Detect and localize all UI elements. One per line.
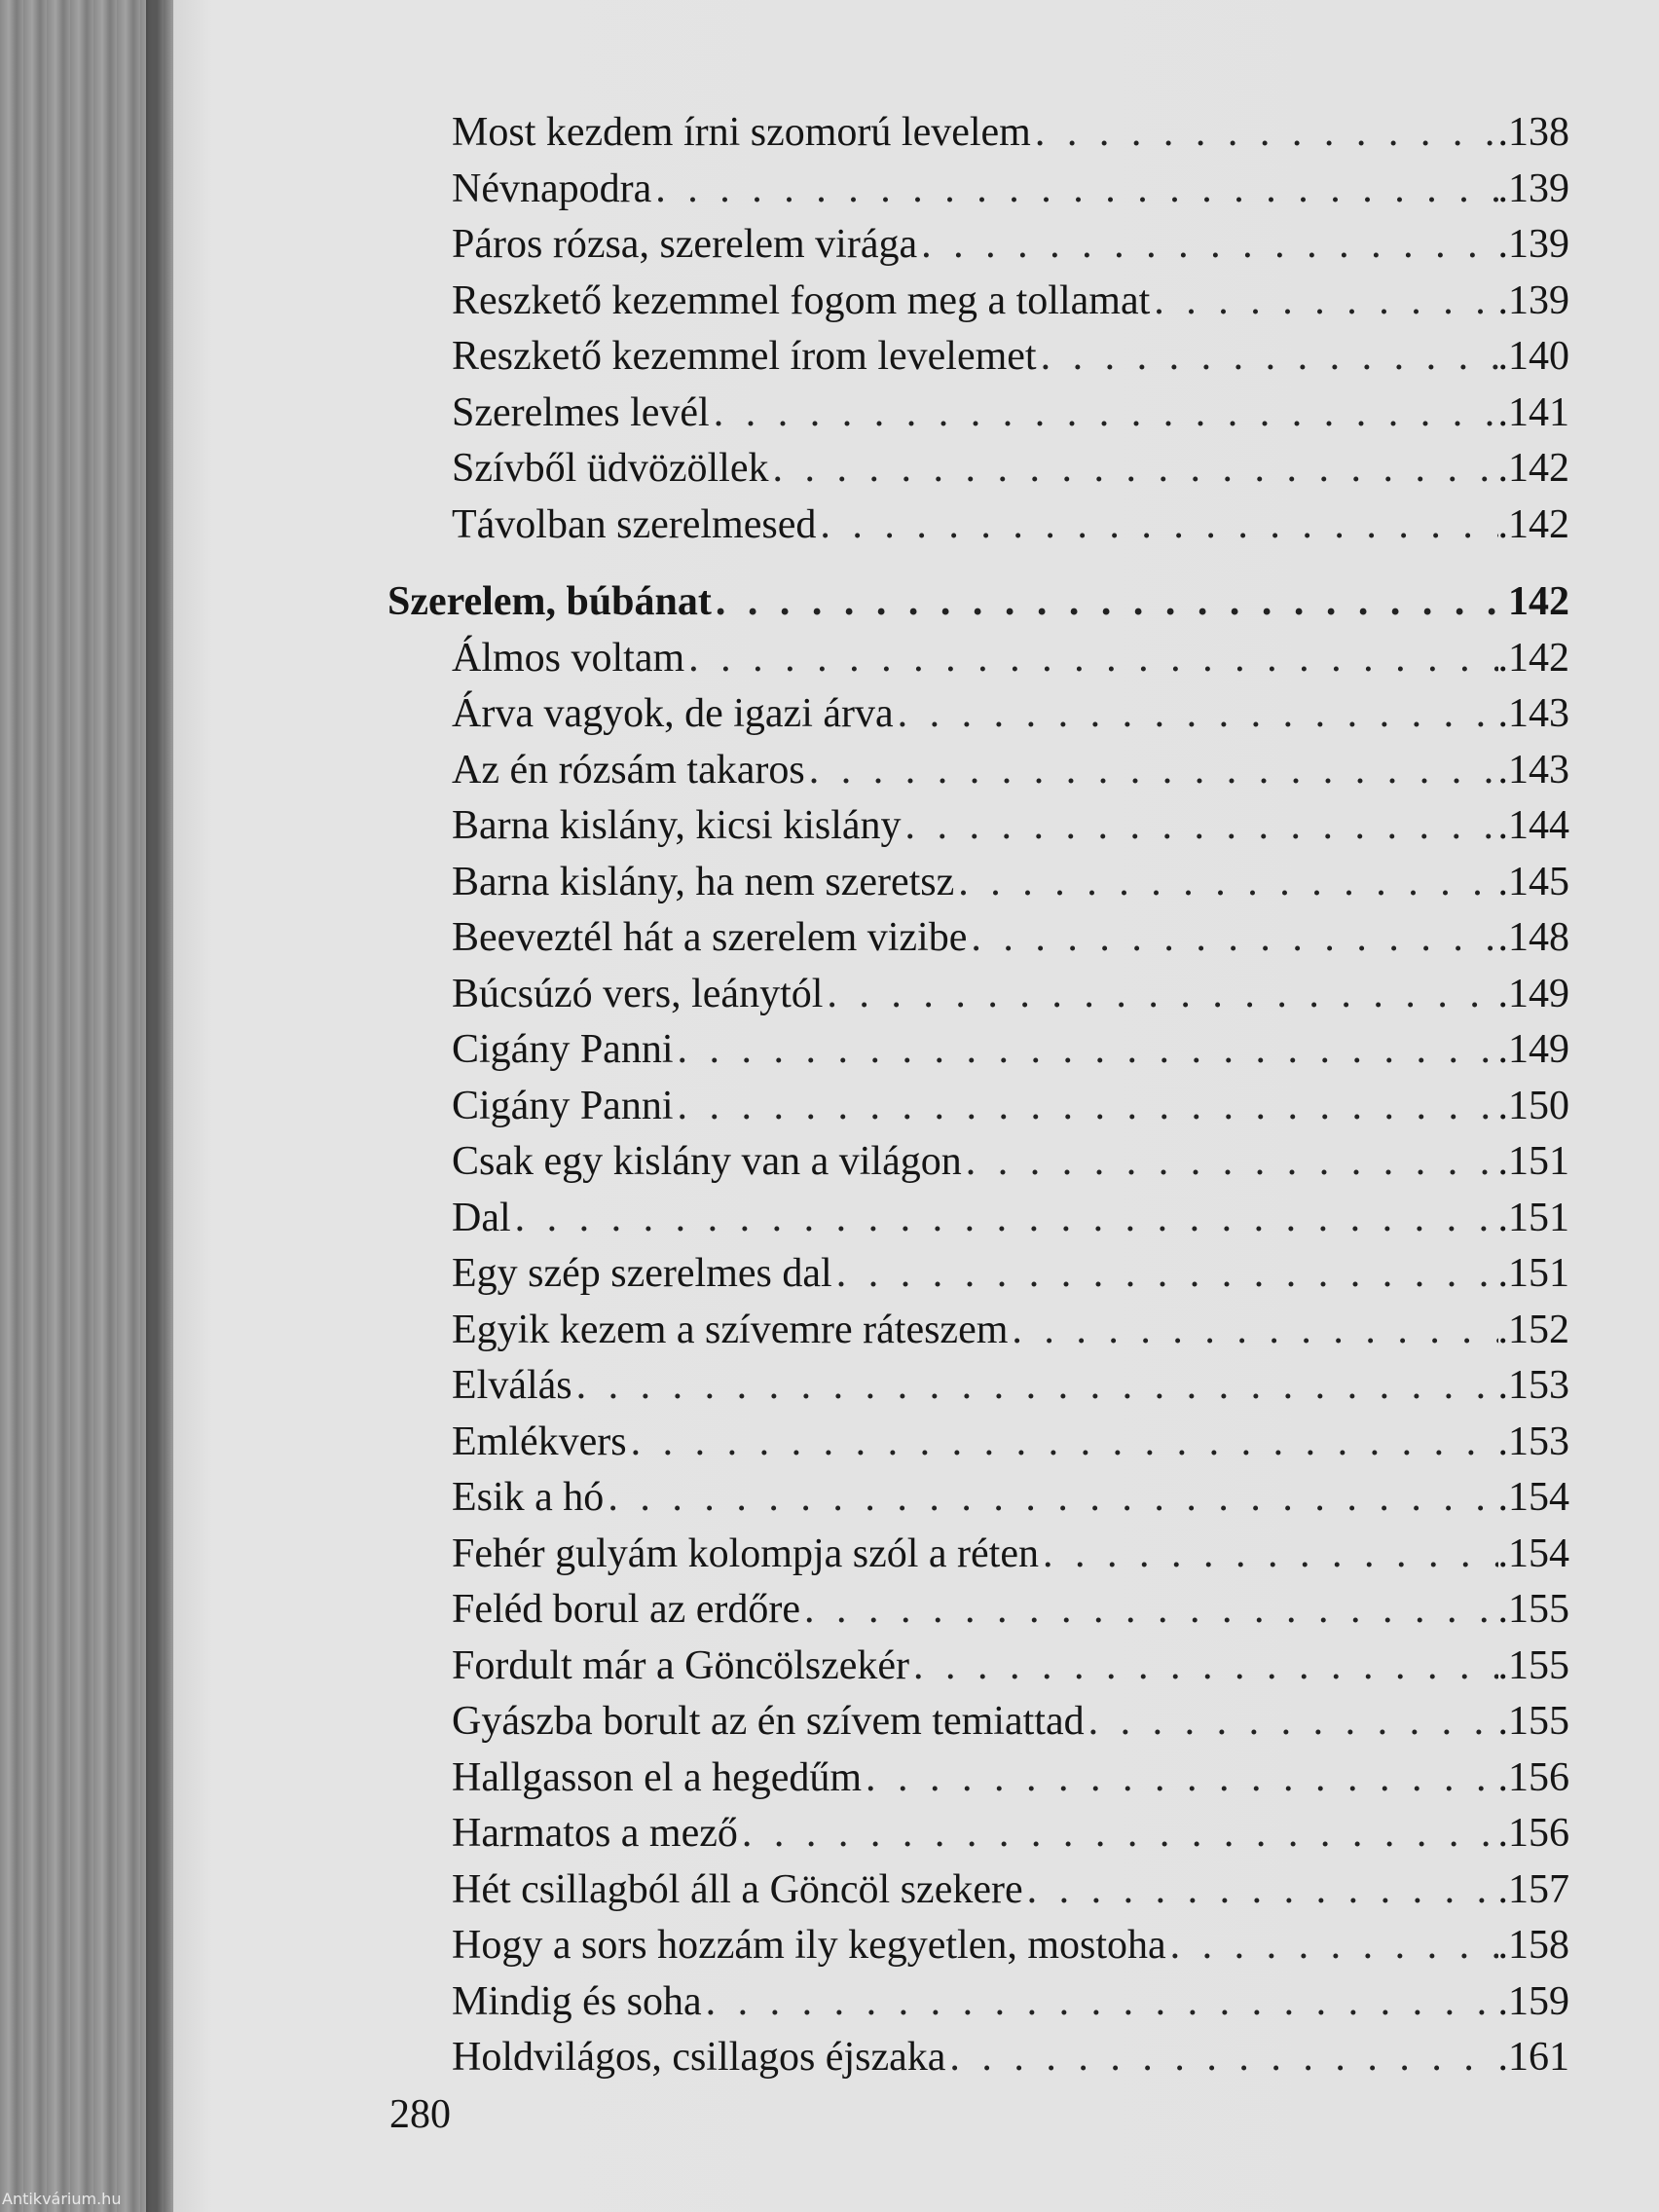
dot-leader xyxy=(674,1079,1498,1135)
toc-entry-title: Búcsúzó vers, leánytól xyxy=(452,971,824,1016)
toc-entry xyxy=(387,1862,1569,1919)
toc-entry-title: Fehér gulyám kolompja szól a réten xyxy=(452,1530,1039,1576)
toc-entry-page: .149 xyxy=(1497,971,1569,1016)
toc-entry-page: .145 xyxy=(1497,859,1569,904)
dot-leader xyxy=(511,1191,1498,1247)
toc-entry xyxy=(387,967,1569,1023)
toc-entry xyxy=(387,1751,1569,1807)
toc-entry-title: Esik a hó xyxy=(452,1475,605,1520)
toc-entry-title: Álmos voltam xyxy=(452,635,685,681)
dot-leader xyxy=(684,631,1497,687)
toc-entry-page: .157 xyxy=(1497,1866,1569,1912)
toc-entry-title: Hallgasson el a hegedűm xyxy=(452,1754,863,1800)
dot-leader xyxy=(627,1415,1498,1471)
toc-entry-title: Hét csillagból áll a Göncöl szekere xyxy=(452,1866,1023,1912)
dot-leader xyxy=(1166,1918,1498,1974)
toc-entry-page: .151 xyxy=(1497,1251,1569,1296)
toc-entry-title: Cigány Panni xyxy=(452,1027,674,1072)
toc-entry-title: Mindig és soha xyxy=(452,1978,702,2024)
toc-entry-page: .153 xyxy=(1497,1363,1569,1408)
toc-entry-title: Szerelmes levél xyxy=(452,389,710,435)
dot-leader xyxy=(768,441,1497,498)
dot-leader xyxy=(954,855,1497,911)
toc-entry xyxy=(387,217,1569,274)
dot-leader xyxy=(909,1639,1497,1695)
toc-entry xyxy=(387,274,1569,330)
toc-entry-title: Feléd borul az erdőre xyxy=(452,1587,801,1632)
toc-entry-title: Beeveztél hát a szerelem vizibe xyxy=(452,915,968,960)
dot-leader xyxy=(651,162,1497,218)
dot-leader xyxy=(1031,105,1498,162)
toc-entry-title: Szívből üdvözöllek xyxy=(452,446,769,491)
toc-entry xyxy=(387,1415,1569,1471)
dot-leader xyxy=(1037,329,1498,386)
toc-entry-title: Csak egy kislány van a világon xyxy=(452,1139,962,1184)
toc-entry-page: .140 xyxy=(1497,334,1569,379)
dot-leader xyxy=(738,1806,1498,1862)
toc-entry-title: Reszkető kezemmel írom levelemet xyxy=(452,334,1037,379)
toc-entry-page: .155 xyxy=(1497,1699,1569,1744)
toc-entry-page: .154 xyxy=(1497,1475,1569,1520)
toc-entry xyxy=(387,1134,1569,1191)
toc-entry xyxy=(387,1022,1569,1079)
dot-leader xyxy=(805,743,1498,799)
toc-entry-page: .139 xyxy=(1497,166,1569,211)
dot-leader xyxy=(894,686,1498,743)
toc-entry xyxy=(387,1358,1569,1415)
toc-entry-title: Emlékvers xyxy=(452,1419,627,1464)
toc-entry-page: .152 xyxy=(1497,1307,1569,1352)
toc-entry-page: .150 xyxy=(1497,1083,1569,1128)
toc-entry-title: Az én rózsám takaros xyxy=(452,747,805,793)
toc-entry xyxy=(387,1582,1569,1639)
toc-entry-title: Hogy a sors hozzám ily kegyetlen, mostoha xyxy=(452,1923,1166,1968)
toc-entry-page: .138 xyxy=(1497,110,1569,155)
toc-entry-page: .153 xyxy=(1497,1419,1569,1464)
toc-entry-page: .161 xyxy=(1497,2035,1569,2080)
toc-entry-title: Dal xyxy=(452,1195,511,1240)
dot-leader xyxy=(902,798,1498,855)
toc-entry-page: .144 xyxy=(1497,803,1569,848)
binding-shadow xyxy=(146,0,175,2212)
toc-entry-title: Páros rózsa, szerelem virága xyxy=(452,222,918,267)
table-of-contents xyxy=(387,105,1569,2086)
toc-entry-title: Egy szép szerelmes dal xyxy=(452,1251,832,1296)
dot-leader xyxy=(1039,1527,1498,1583)
toc-entry-title: Holdvilágos, csillagos éjszaka xyxy=(452,2035,946,2080)
toc-entry-page: .148 xyxy=(1497,915,1569,960)
toc-entry-page: .156 xyxy=(1497,1754,1569,1800)
dot-leader xyxy=(832,1246,1498,1303)
toc-entry xyxy=(387,498,1569,554)
toc-entry-page: .139 xyxy=(1497,277,1569,323)
dot-leader xyxy=(962,1134,1498,1191)
toc-entry-page: .142 xyxy=(1497,635,1569,681)
toc-entry-page: 142 xyxy=(1508,579,1569,624)
toc-entry xyxy=(387,2030,1569,2086)
dot-leader xyxy=(917,217,1497,274)
dot-leader xyxy=(823,967,1497,1023)
toc-entry-page: .143 xyxy=(1497,747,1569,793)
dot-leader xyxy=(572,1358,1498,1415)
toc-entry-page: .155 xyxy=(1497,1642,1569,1688)
dot-leader xyxy=(712,574,1508,631)
toc-entry-page: .159 xyxy=(1497,1978,1569,2024)
toc-entry xyxy=(387,1918,1569,1974)
toc-entry xyxy=(387,1303,1569,1359)
toc-entry-title: Barna kislány, kicsi kislány xyxy=(452,803,902,848)
toc-entry-page: .155 xyxy=(1497,1587,1569,1632)
toc-entry xyxy=(387,1079,1569,1135)
watermark: Antikvárium.hu xyxy=(2,2190,122,2208)
toc-entry xyxy=(387,1806,1569,1862)
toc-entry xyxy=(387,1694,1569,1751)
toc-entry-page: .142 xyxy=(1497,446,1569,491)
toc-entry xyxy=(387,1191,1569,1247)
toc-entry-title: Elválás xyxy=(452,1363,572,1408)
toc-entry xyxy=(387,743,1569,799)
toc-entry-title: Névnapodra xyxy=(452,166,652,211)
dot-leader xyxy=(1085,1694,1498,1751)
toc-entry-title: Árva vagyok, de igazi árva xyxy=(452,691,894,736)
toc-entry-page: .158 xyxy=(1497,1923,1569,1968)
toc-entry xyxy=(387,855,1569,911)
toc-entry xyxy=(387,686,1569,743)
toc-entry xyxy=(387,386,1569,442)
toc-entry xyxy=(387,162,1569,218)
toc-entry xyxy=(387,329,1569,386)
toc-entry xyxy=(387,631,1569,687)
dot-leader xyxy=(816,498,1497,554)
toc-entry xyxy=(387,1527,1569,1583)
toc-entry-page: .156 xyxy=(1497,1811,1569,1856)
toc-entry-title: Távolban szerelmesed xyxy=(452,501,817,547)
dot-leader xyxy=(604,1470,1497,1527)
toc-entry xyxy=(387,798,1569,855)
toc-entry xyxy=(387,1639,1569,1695)
toc-entry-page: .142 xyxy=(1497,501,1569,547)
toc-entry xyxy=(387,1246,1569,1303)
toc-entry-title: Reszkető kezemmel fogom meg a tollamat xyxy=(452,277,1151,323)
toc-entry-page: .149 xyxy=(1497,1027,1569,1072)
dot-leader xyxy=(800,1582,1497,1639)
toc-entry-title: Barna kislány, ha nem szeretsz xyxy=(452,859,955,904)
dot-leader xyxy=(1023,1862,1498,1919)
toc-entry-page: .151 xyxy=(1497,1195,1569,1240)
toc-entry xyxy=(387,441,1569,498)
page-number: 280 xyxy=(389,2092,451,2137)
toc-entry-page: .141 xyxy=(1497,389,1569,435)
toc-entry-page: .154 xyxy=(1497,1530,1569,1576)
toc-entry-page: .151 xyxy=(1497,1139,1569,1184)
toc-entry xyxy=(387,1974,1569,2031)
toc-section-heading xyxy=(387,574,1569,631)
dot-leader xyxy=(862,1751,1497,1807)
dot-leader xyxy=(674,1022,1498,1079)
toc-entry-page: .139 xyxy=(1497,222,1569,267)
dot-leader xyxy=(967,910,1497,967)
toc-entry-title: Harmatos a mező xyxy=(452,1811,738,1856)
dot-leader xyxy=(710,386,1498,442)
toc-entry-title: Egyik kezem a szívemre ráteszem xyxy=(452,1307,1009,1352)
dot-leader xyxy=(702,1974,1498,2031)
toc-entry-title: Szerelem, búbánat xyxy=(387,579,712,624)
dot-leader xyxy=(1008,1303,1497,1359)
toc-entry-title: Cigány Panni xyxy=(452,1083,674,1128)
toc-entry xyxy=(387,910,1569,967)
toc-entry-title: Gyászba borult az én szívem temiattad xyxy=(452,1699,1085,1744)
dot-leader xyxy=(945,2030,1497,2086)
toc-entry-title: Fordult már a Göncölszekér xyxy=(452,1642,910,1688)
toc-entry xyxy=(387,1470,1569,1527)
toc-entry-page: .143 xyxy=(1497,691,1569,736)
toc-entry xyxy=(387,105,1569,162)
dot-leader xyxy=(1150,274,1497,330)
toc-entry-title: Most kezdem írni szomorú levelem xyxy=(452,110,1031,155)
